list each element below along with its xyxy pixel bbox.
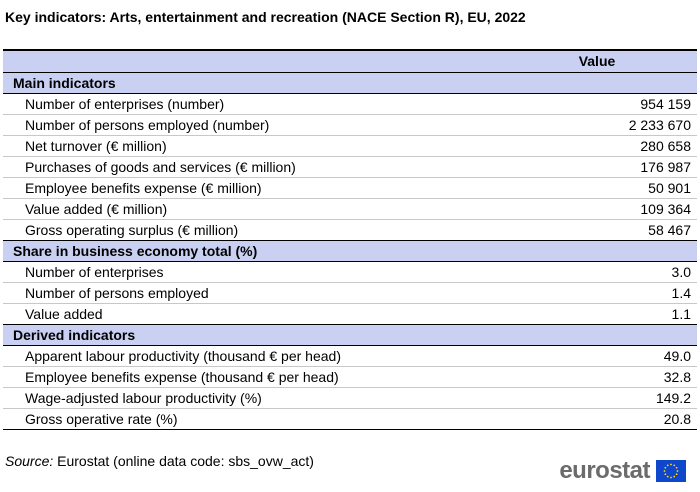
table-row [3,199,697,220]
source-prefix: Source: [5,453,54,469]
row-value: 280 658 [640,138,691,154]
row-label: Purchases of goods and services (€ million) [25,159,296,175]
row-value: 58 467 [648,222,691,238]
eu-flag-icon [656,460,686,482]
row-value: 1.4 [671,285,691,301]
source-text: Eurostat (online data code: sbs_ovw_act) [53,453,314,469]
row-label: Employee benefits expense (thousand € per head) [25,369,339,385]
row-label: Net turnover (€ million) [25,138,167,154]
table-header [3,51,697,73]
section-derived-indicators: Derived indicators [3,325,697,346]
value-column-header: Value [578,53,616,69]
row-value: 109 364 [640,201,691,217]
row-value: 176 987 [640,159,691,175]
flag-star [664,473,666,475]
table-row [3,115,697,136]
section-main-indicators: Main indicators [3,73,697,94]
table-row [3,367,697,388]
flag-star [667,476,669,478]
table-row [3,157,697,178]
row-label: Number of enterprises (number) [25,96,225,112]
row-label: Employee benefits expense (€ million) [25,180,262,196]
row-label: Number of persons employed [25,285,209,301]
table-title: Key indicators: Arts, entertainment and recreation (NACE Section R), EU, 2022 [5,9,526,25]
row-value: 50 901 [648,180,691,196]
table-row [3,178,697,199]
row-label: Apparent labour productivity (thousand € per head) [25,348,341,364]
indicators-table [3,49,697,430]
row-label: Gross operative rate (%) [25,411,178,427]
table-row [3,262,697,283]
flag-star [664,470,666,472]
row-value: 149.2 [655,390,691,406]
table-row [3,409,697,430]
row-value: 2 233 670 [628,117,691,133]
flag-star [677,470,679,472]
table-row [3,136,697,157]
row-label: Wage-adjusted labour productivity (%) [25,390,262,406]
row-label: Number of enterprises [25,264,164,280]
table-row [3,94,697,115]
table-row [3,283,697,304]
row-label: Value added (€ million) [25,201,168,217]
table-row [3,388,697,409]
source-note [5,453,314,469]
logo-text: eurostat [559,457,650,484]
table-row [3,346,697,367]
row-label: Gross operating surplus (€ million) [25,222,239,238]
flag-star [673,464,675,466]
flag-star [676,467,678,469]
table-row [3,220,697,241]
flag-star [673,476,675,478]
flag-star [676,473,678,475]
table-row [3,304,697,325]
eurostat-logo [559,458,686,484]
flag-star [670,464,672,466]
flag-star [664,467,666,469]
row-label: Value added [25,306,103,322]
row-value: 3.0 [671,264,691,280]
flag-star [667,464,669,466]
row-value: 954 159 [640,96,691,112]
row-value: 1.1 [671,306,691,322]
row-value: 20.8 [663,411,691,427]
row-value: 32.8 [663,369,691,385]
row-label: Number of persons employed (number) [25,117,270,133]
flag-star [670,477,672,479]
row-value: 49.0 [663,348,691,364]
section-share-in-business-economy: Share in business economy total (%) [3,241,697,262]
